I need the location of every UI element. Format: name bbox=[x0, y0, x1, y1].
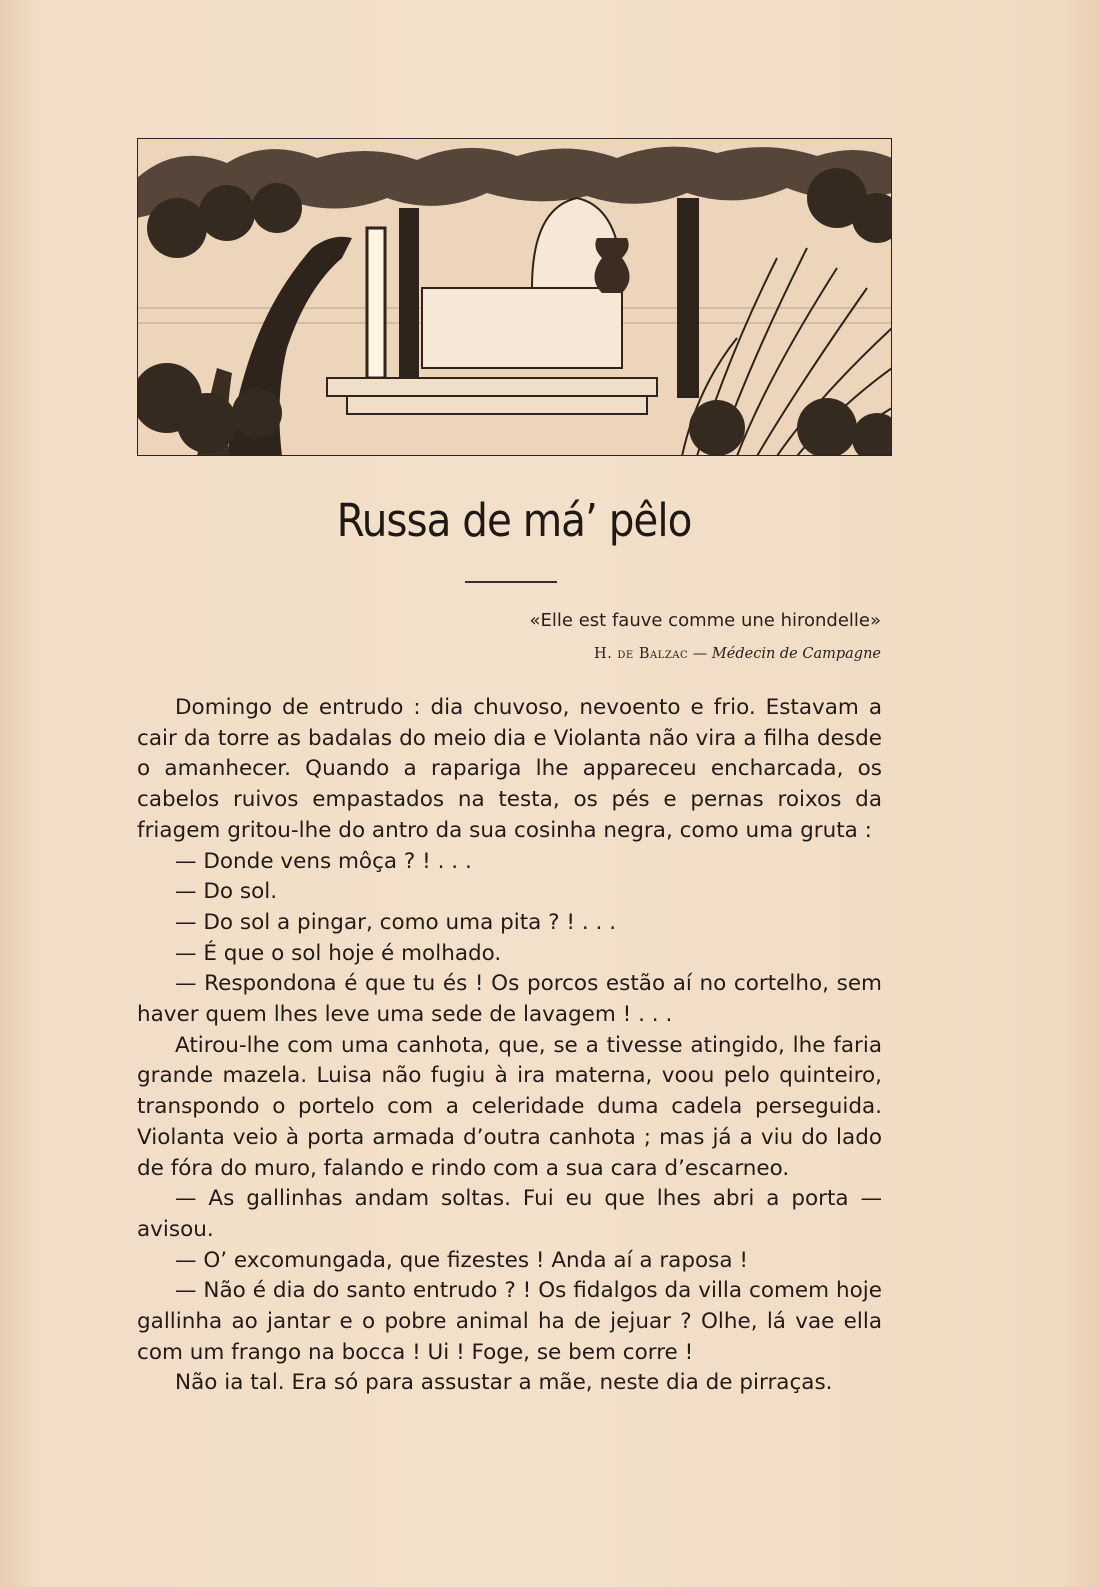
epigraph: «Elle est fauve comme une hirondelle» bbox=[529, 610, 881, 631]
paragraph: Domingo de entrudo : dia chuvoso, nevoento e frio. Estavam a cair da torre as badalas do meio dia e Violanta não vira a filha desde o amanhecer. Quando a rapariga lhe appareceu encharcada, os cabelos ruivos empastados na testa, os pés e pernas roixos da friagem gritou-lhe do antro da sua cosinha negra, como uma gruta : bbox=[137, 695, 882, 843]
epigraph-work: Médecin de Campagne bbox=[711, 646, 881, 662]
dialogue-line: — Respondona é que tu és ! Os porcos estão aí no cortelho, sem haver quem lhes leve uma sede de lavagem ! . . . bbox=[137, 971, 882, 1028]
epigraph-author: H. de Balzac bbox=[594, 646, 689, 662]
dialogue-line: — É que o sol hoje é molhado. bbox=[175, 940, 502, 966]
dialogue-line: — Do sol. bbox=[175, 879, 278, 905]
paragraph: Atirou-lhe com uma canhota, que, se a tivesse atingido, lhe faria grande mazela. Luisa não fugiu à ira materna, voou pelo quinteiro, transpondo o portelo com a celeridade duma cadela perseguida. Violanta veio à porta armada d’outra canhota ; mas já a viu do lado de fóra do muro, falando e rindo com a sua cara d’escarneo. bbox=[137, 1032, 882, 1181]
dialogue-line: — Do sol a pingar, como uma pita ? ! . . . bbox=[175, 909, 617, 935]
dialogue-line: — As gallinhas andam soltas. Fui eu que lhes abri a porta — avisou. bbox=[137, 1186, 882, 1242]
epigraph-attribution bbox=[594, 646, 881, 662]
woodcut-garden-illustration bbox=[137, 138, 892, 456]
paragraph: Não ia tal. Era só para assustar a mãe, neste dia de pirraças. bbox=[175, 1370, 833, 1396]
story-title: Russa de má’ pêlo bbox=[336, 494, 692, 547]
attribution-separator: — bbox=[688, 646, 712, 662]
story-text bbox=[137, 693, 882, 1399]
title-divider bbox=[465, 581, 557, 583]
dialogue-line: — Donde vens môça ? ! . . . bbox=[175, 848, 472, 874]
dialogue-line: — Não é dia do santo entrudo ? ! Os fidalgos da villa comem hoje gallinha ao jantar e o pobre animal ha de jejuar ? Olhe, lá vae ella com um frango na bocca ! Ui ! Foge, se bem corre ! bbox=[137, 1278, 882, 1365]
dialogue-line: — O’ excomungada, que fizestes ! Anda aí a raposa ! bbox=[175, 1247, 748, 1273]
